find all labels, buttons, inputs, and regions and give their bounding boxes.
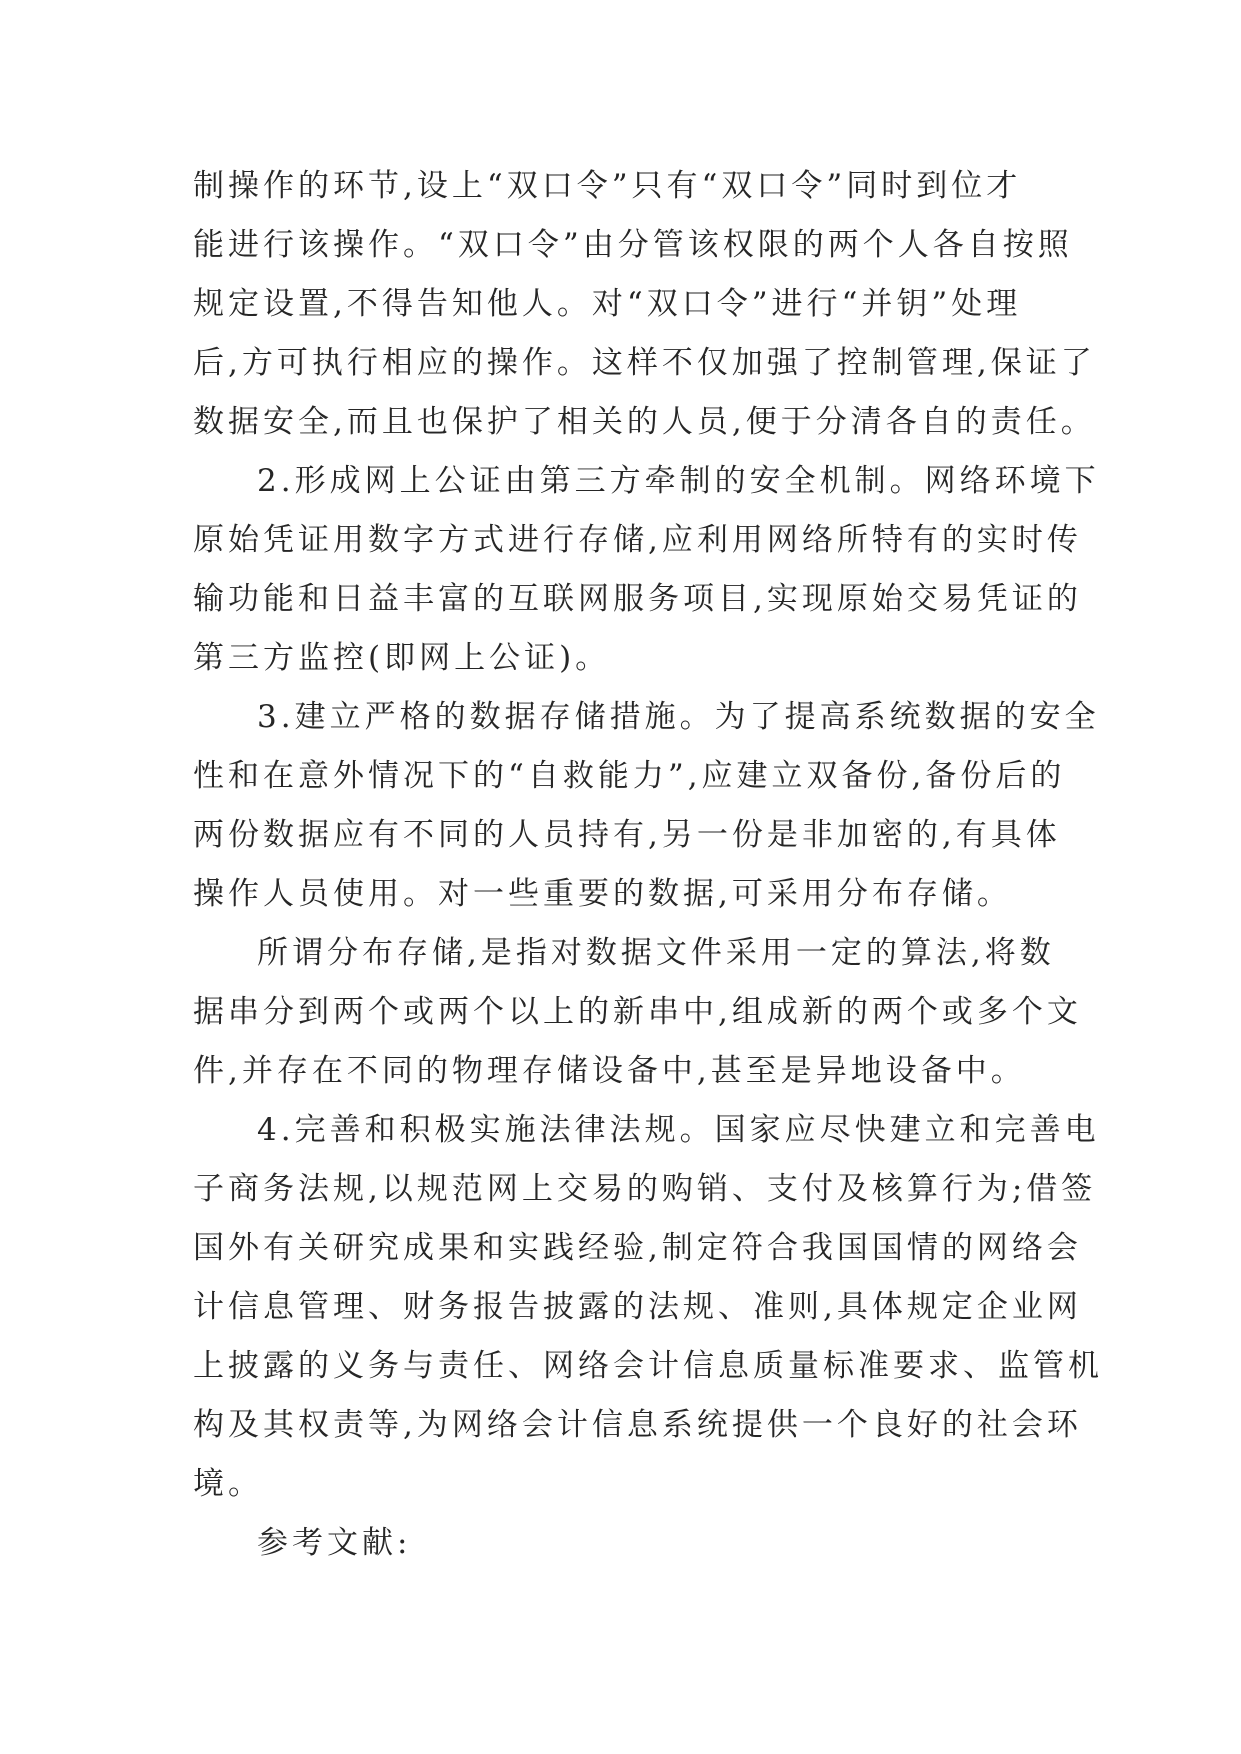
- text-line: 3.建立严格的数据存储措施。为了提高系统数据的安全: [257, 699, 1100, 735]
- text-line: 能进行该操作。“双口令”由分管该权限的两个人各自按照: [193, 227, 1073, 263]
- text-line: 4.完善和积极实施法律法规。国家应尽快建立和完善电: [257, 1112, 1100, 1148]
- text-line: 构及其权责等,为网络会计信息系统提供一个良好的社会环: [193, 1407, 1082, 1443]
- text-line: 输功能和日益丰富的互联网服务项目,实现原始交易凭证的: [193, 581, 1082, 617]
- text-line: 子商务法规,以规范网上交易的购销、支付及核算行为;借签: [193, 1171, 1097, 1207]
- text-line: 计信息管理、财务报告披露的法规、准则,具体规定企业网: [193, 1289, 1082, 1325]
- text-line: 国外有关研究成果和实践经验,制定符合我国国情的网络会: [193, 1230, 1082, 1266]
- text-line: 境。: [193, 1466, 263, 1502]
- references-label: 参考文献:: [257, 1525, 412, 1561]
- text-line: 后,方可执行相应的操作。这样不仅加强了控制管理,保证了: [193, 345, 1096, 381]
- text-line: 性和在意外情况下的“自救能力”,应建立双备份,备份后的: [193, 758, 1066, 794]
- text-line: 数据安全,而且也保护了相关的人员,便于分清各自的责任。: [193, 404, 1096, 440]
- text-line: 规定设置,不得告知他人。对“双口令”进行“并钥”处理: [193, 286, 1022, 322]
- text-line: 原始凭证用数字方式进行存储,应利用网络所特有的实时传: [193, 522, 1082, 558]
- text-line: 两份数据应有不同的人员持有,另一份是非加密的,有具体: [193, 817, 1061, 853]
- text-line: 上披露的义务与责任、网络会计信息质量标准要求、监管机: [193, 1348, 1103, 1384]
- text-line: 2.形成网上公证由第三方牵制的安全机制。网络环境下: [257, 463, 1100, 499]
- text-line: 所谓分布存储,是指对数据文件采用一定的算法,将数: [257, 935, 1055, 971]
- paragraph-item-3: [193, 688, 1100, 924]
- document-body: [193, 157, 1103, 1573]
- text-line: 操作人员使用。对一些重要的数据,可采用分布存储。: [193, 876, 1012, 912]
- paragraph-item-2: [193, 452, 1100, 688]
- text-line: 据串分到两个或两个以上的新串中,组成新的两个或多个文: [193, 994, 1082, 1030]
- paragraph-dual-password: [193, 157, 1096, 452]
- paragraph-distributed-storage: [193, 924, 1082, 1101]
- text-line: 第三方监控(即网上公证)。: [193, 640, 611, 676]
- paragraph-item-4: [193, 1101, 1103, 1514]
- references-heading: [193, 1514, 1053, 1573]
- text-line: 制操作的环节,设上“双口令”只有“双口令”同时到位才: [193, 168, 1022, 204]
- text-line: 件,并存在不同的物理存储设备中,甚至是异地设备中。: [193, 1053, 1026, 1089]
